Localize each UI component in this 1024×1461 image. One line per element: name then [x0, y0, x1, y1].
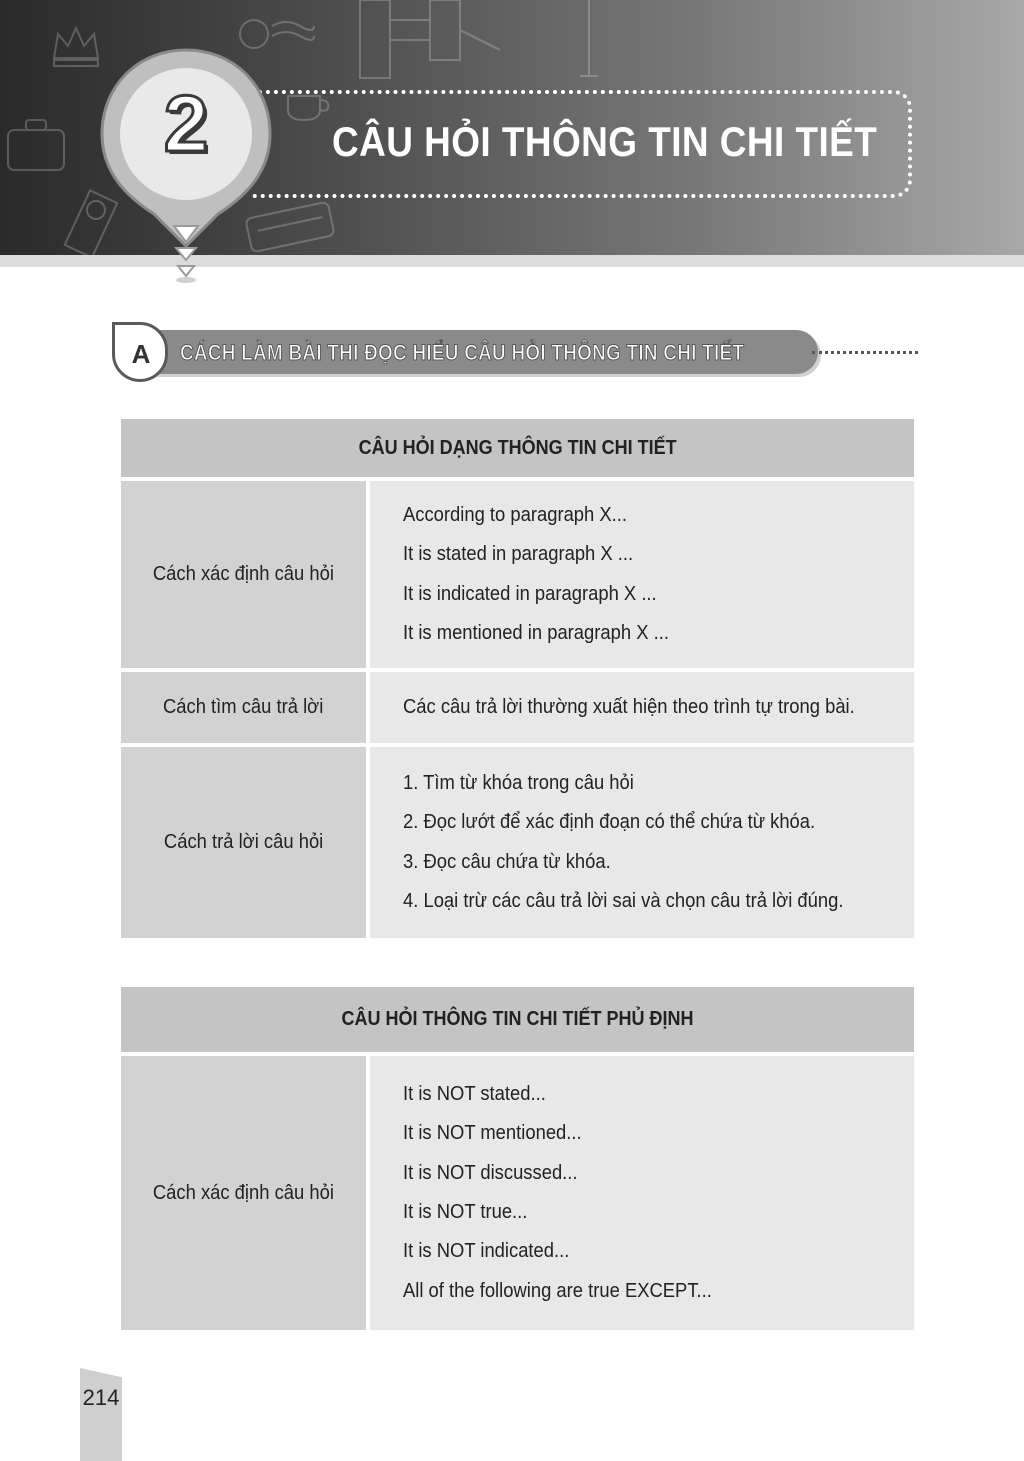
row-label-cell [121, 747, 366, 938]
row-content-cell [370, 672, 914, 743]
section-dotted-rule [812, 351, 918, 354]
list-item: 3. Đọc câu chứa từ khóa. [403, 850, 611, 873]
row-label: Cách xác định câu hỏi [152, 563, 335, 585]
crown-icon [48, 18, 104, 74]
row-label: Cách xác định câu hỏi [152, 1181, 335, 1204]
tower-bridge-icon [350, 0, 510, 80]
table-row [121, 672, 914, 743]
section-title: CÁCH LÀM BÀI THI ĐỌC HIỂU CÂU HỎI THÔNG TIN CHI TIẾT [180, 340, 745, 365]
list-item: It is NOT mentioned... [403, 1122, 582, 1145]
list-item: 2. Đọc lướt để xác định đoạn có thể chứa từ khóa. [403, 811, 816, 834]
list-item: It is indicated in paragraph X ... [403, 582, 657, 605]
list-item: It is NOT true... [403, 1201, 528, 1223]
detail-question-table [121, 419, 914, 938]
row-label-cell [121, 1056, 366, 1330]
row-label: Cách trả lời câu hỏi [163, 831, 324, 853]
list-item: 1. Tìm từ khóa trong câu hỏi [403, 771, 634, 794]
suitcase-icon [2, 110, 72, 180]
chapter-title: CÂU HỎI THÔNG TIN CHI TIẾT [332, 118, 878, 165]
row-content-cell [370, 747, 914, 938]
page-number: 214 [82, 1385, 120, 1410]
list-item: It is stated in paragraph X ... [403, 543, 634, 566]
table-header-text: CÂU HỎI THÔNG TIN CHI TIẾT PHỦ ĐỊNH [341, 1008, 694, 1030]
table-row [121, 747, 914, 938]
row-content-cell [370, 481, 914, 668]
row-label-cell [121, 672, 366, 743]
chapter-number: 2 [163, 79, 209, 168]
list-item: According to paragraph X... [403, 503, 628, 526]
table-header [121, 987, 914, 1052]
table-row [121, 481, 914, 668]
antenna-icon [574, 0, 604, 80]
page-number-tab [80, 1368, 122, 1461]
table-header-text: CÂU HỎI DẠNG THÔNG TIN CHI TIẾT [358, 436, 677, 459]
list-item: All of the following are true EXCEPT... [403, 1279, 712, 1302]
table-row [121, 1056, 914, 1330]
list-item: It is NOT discussed... [403, 1161, 578, 1184]
negative-detail-question-table [121, 987, 914, 1330]
row-label: Cách tìm câu trả lời [163, 696, 324, 718]
section-letter-badge [112, 322, 168, 382]
row-label-cell [121, 481, 366, 668]
table-header [121, 419, 914, 477]
row-content-cell [370, 1056, 914, 1330]
list-item: It is mentioned in paragraph X ... [403, 621, 669, 644]
list-item: It is NOT indicated... [403, 1240, 570, 1263]
section-heading [112, 322, 922, 394]
list-item: Các câu trả lời thường xuất hiện theo trình tự trong bài. [403, 695, 855, 718]
section-letter: A [131, 339, 151, 369]
list-item: 4. Loại trừ các câu trả lời sai và chọn câu trả lời đúng. [403, 889, 844, 912]
list-item: It is NOT stated... [403, 1083, 546, 1106]
